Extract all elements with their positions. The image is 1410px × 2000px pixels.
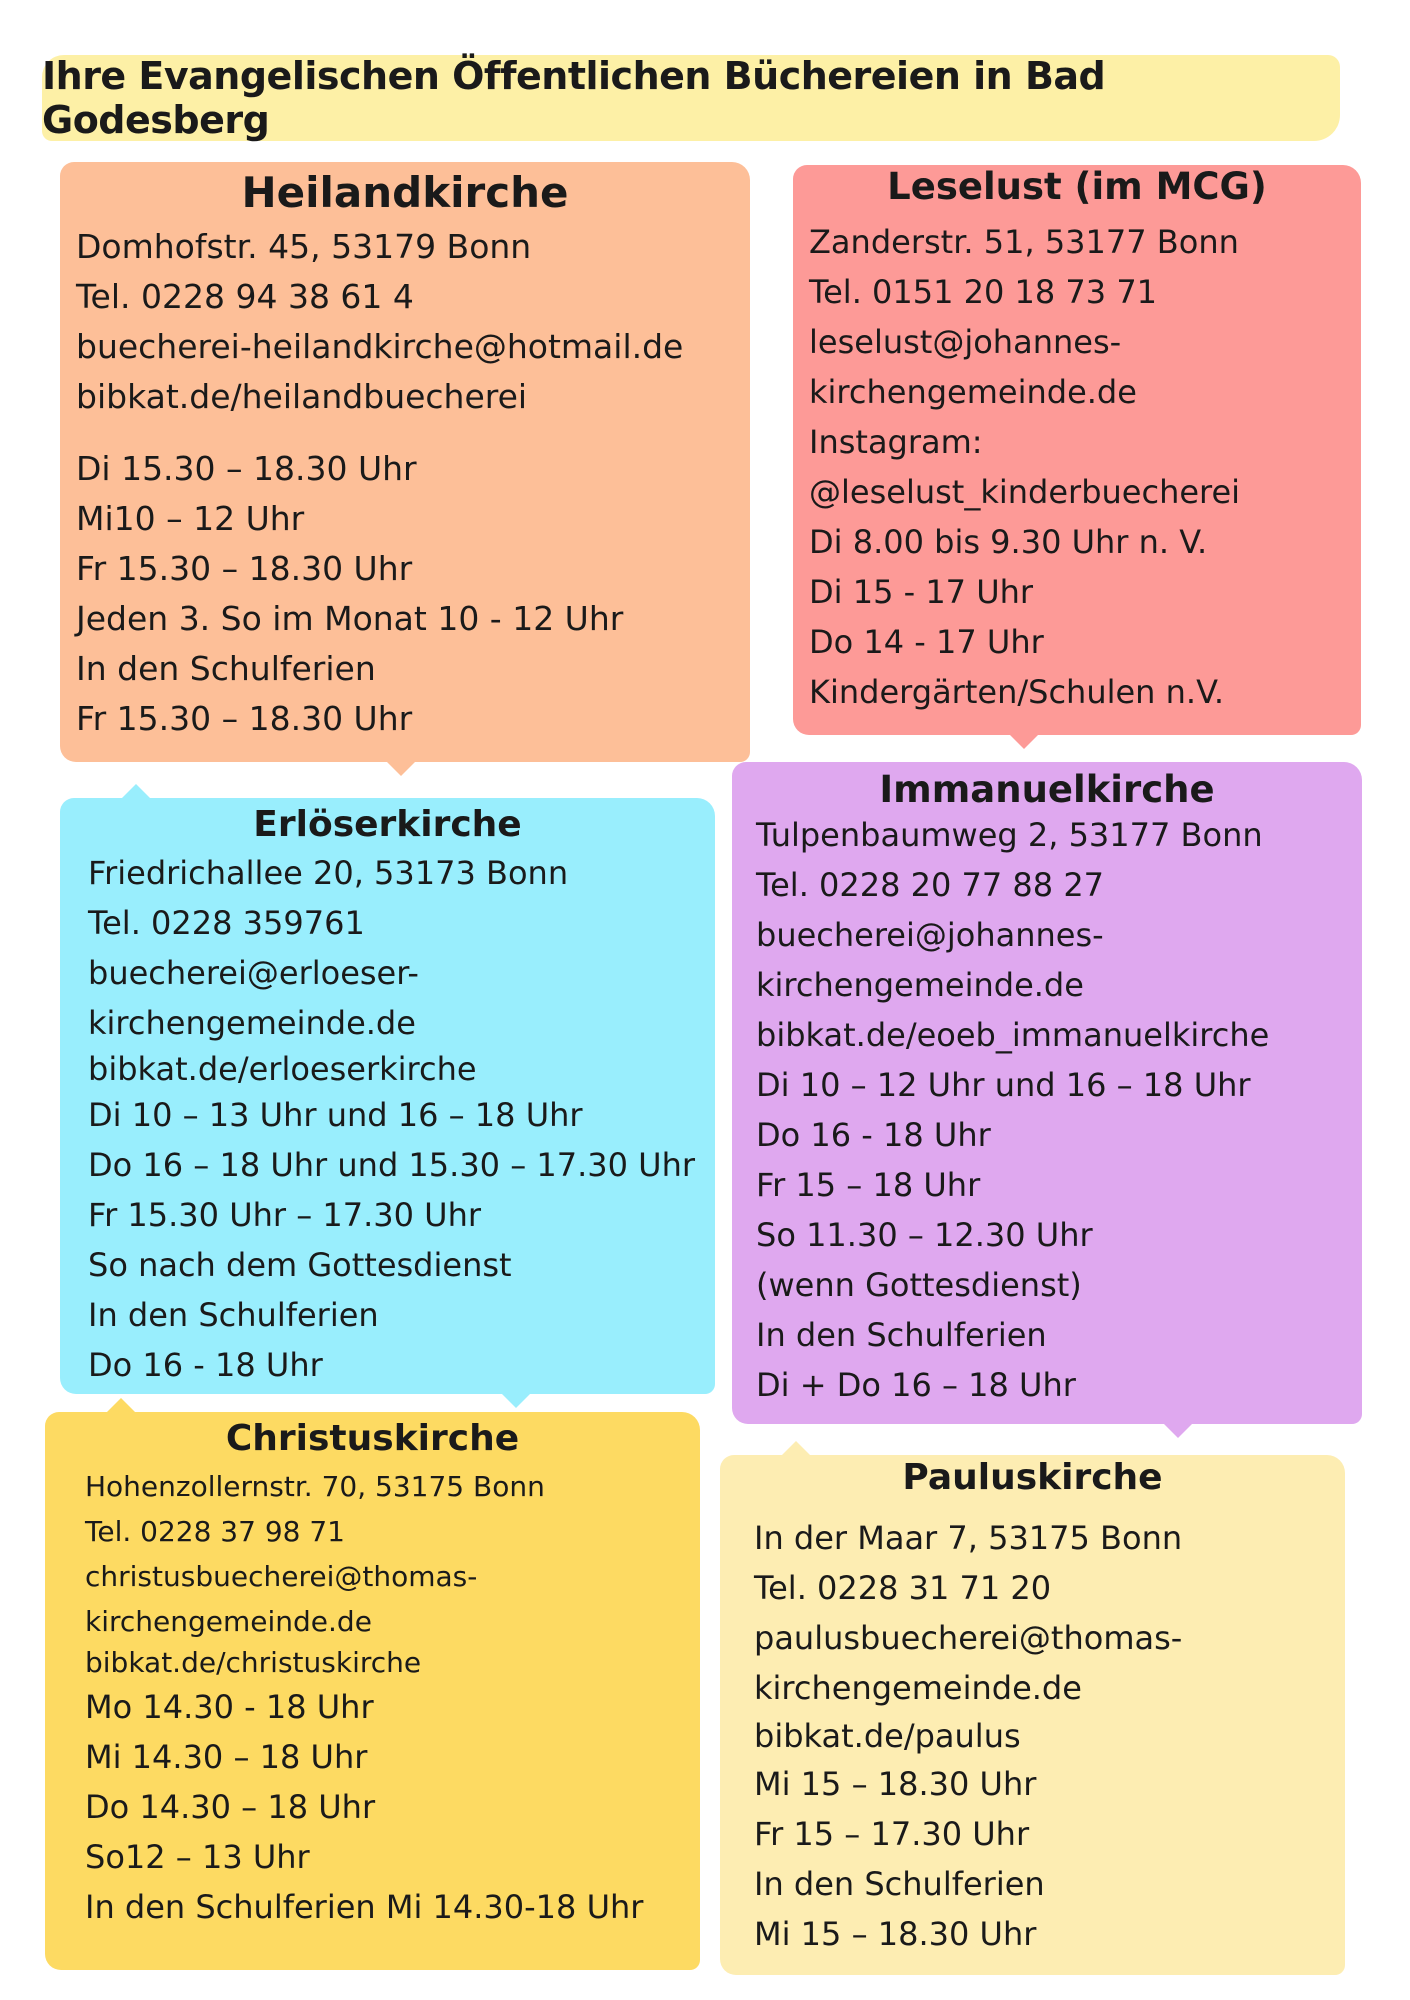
hours-line: So12 – 13 Uhr bbox=[85, 1838, 310, 1876]
hours-line: So 11.30 – 12.30 Uhr bbox=[756, 1216, 1093, 1254]
library-name: Erlöserkirche bbox=[253, 804, 522, 845]
hours-line: In den Schulferien bbox=[756, 1316, 1047, 1354]
library-card-christuskirche bbox=[45, 1412, 700, 1970]
hours-line: Mi 15 – 18.30 Uhr bbox=[754, 1765, 1037, 1803]
hours-line: Di + Do 16 – 18 Uhr bbox=[756, 1366, 1076, 1404]
phone: Tel. 0228 359761 bbox=[88, 904, 365, 942]
title-banner bbox=[42, 55, 1340, 141]
email: paulusbuecherei@thomas- bbox=[754, 1619, 1183, 1657]
hours-line: Fr 15.30 – 18.30 Uhr bbox=[76, 549, 413, 588]
hours-line: In den Schulferien bbox=[754, 1865, 1045, 1903]
hours-line: Do 14.30 – 18 Uhr bbox=[85, 1788, 376, 1826]
phone: Tel. 0151 20 18 73 71 bbox=[809, 273, 1158, 311]
email: kirchengemeinde.de bbox=[88, 1004, 416, 1042]
email: kirchengemeinde.de bbox=[809, 373, 1137, 411]
email: kirchengemeinde.de bbox=[756, 966, 1084, 1004]
hours-line: Do 16 - 18 Uhr bbox=[88, 1346, 323, 1384]
library-name: Heilandkirche bbox=[241, 168, 569, 217]
email: kirchengemeinde.de bbox=[754, 1669, 1082, 1707]
speech-tail bbox=[500, 1392, 532, 1408]
address: Zanderstr. 51, 53177 Bonn bbox=[809, 223, 1239, 261]
phone: Tel. 0228 31 71 20 bbox=[754, 1569, 1052, 1607]
email: buecherei@erloeser- bbox=[88, 954, 419, 992]
address: Domhofstr. 45, 53179 Bonn bbox=[76, 227, 532, 266]
speech-tail bbox=[780, 1441, 812, 1457]
hours-line: In den Schulferien Mi 14.30-18 Uhr bbox=[85, 1888, 644, 1926]
website: bibkat.de/erloeserkirche bbox=[88, 1050, 477, 1088]
hours-line: Di 15 - 17 Uhr bbox=[809, 573, 1034, 611]
website: bibkat.de/christuskirche bbox=[85, 1646, 422, 1679]
hours-line: So nach dem Gottesdienst bbox=[88, 1246, 512, 1284]
speech-tail bbox=[1162, 1422, 1194, 1438]
hours-line: Do 14 - 17 Uhr bbox=[809, 623, 1044, 661]
library-card-leselust bbox=[793, 165, 1361, 735]
speech-tail bbox=[1008, 733, 1040, 749]
email: kirchengemeinde.de bbox=[85, 1605, 372, 1638]
hours-line: Di 10 – 13 Uhr und 16 – 18 Uhr bbox=[88, 1096, 583, 1134]
email: leselust@johannes- bbox=[809, 323, 1122, 361]
library-name: Christuskirche bbox=[225, 1418, 520, 1459]
speech-tail bbox=[120, 784, 152, 800]
hours-line: In den Schulferien bbox=[88, 1296, 379, 1334]
hours-line: Do 16 - 18 Uhr bbox=[756, 1116, 991, 1154]
hours-line: Do 16 – 18 Uhr und 15.30 – 17.30 Uhr bbox=[88, 1146, 696, 1184]
speech-tail bbox=[385, 760, 417, 776]
phone: Tel. 0228 94 38 61 4 bbox=[76, 277, 414, 316]
address: Friedrichallee 20, 53173 Bonn bbox=[88, 854, 569, 892]
hours-line: Di 10 – 12 Uhr und 16 – 18 Uhr bbox=[756, 1066, 1251, 1104]
website: bibkat.de/paulus bbox=[754, 1717, 1021, 1755]
library-card-immanuelkirche bbox=[732, 762, 1362, 1424]
speech-tail bbox=[105, 1398, 137, 1414]
hours-line: Di 8.00 bis 9.30 Uhr n. V. bbox=[809, 523, 1208, 561]
hours-line: Mo 14.30 - 18 Uhr bbox=[85, 1688, 374, 1726]
hours-line: Jeden 3. So im Monat 10 - 12 Uhr bbox=[76, 599, 624, 638]
instagram-label: Instagram: bbox=[809, 423, 983, 461]
website: bibkat.de/heilandbuecherei bbox=[76, 377, 528, 416]
page-title: Ihre Evangelischen Öffentlichen Büchereien in Bad Godesberg bbox=[42, 54, 1106, 142]
hours-line: Mi 15 – 18.30 Uhr bbox=[754, 1915, 1037, 1953]
website: bibkat.de/eoeb_immanuelkirche bbox=[756, 1016, 1270, 1054]
library-name: Immanuelkirche bbox=[879, 768, 1215, 811]
phone: Tel. 0228 37 98 71 bbox=[85, 1515, 345, 1548]
phone: Tel. 0228 20 77 88 27 bbox=[756, 866, 1105, 904]
email: buecherei-heilandkirche@hotmail.de bbox=[76, 327, 684, 366]
library-name: Leselust (im MCG) bbox=[887, 165, 1267, 208]
library-card-erloeserkirche bbox=[60, 798, 715, 1394]
instagram-handle: @leselust_kinderbuecherei bbox=[809, 473, 1241, 511]
hours-line: Di 15.30 – 18.30 Uhr bbox=[76, 449, 417, 488]
hours-line: (wenn Gottesdienst) bbox=[756, 1266, 1082, 1304]
hours-line: Mi10 – 12 Uhr bbox=[76, 499, 305, 538]
address: Tulpenbaumweg 2, 53177 Bonn bbox=[756, 816, 1263, 854]
library-card-pauluskirche bbox=[720, 1455, 1345, 1975]
hours-line: Kindergärten/Schulen n.V. bbox=[809, 673, 1225, 711]
hours-line: Fr 15 – 18 Uhr bbox=[756, 1166, 981, 1204]
email: christusbuecherei@thomas- bbox=[85, 1560, 478, 1593]
address: In der Maar 7, 53175 Bonn bbox=[754, 1519, 1183, 1557]
hours-line: Fr 15.30 – 18.30 Uhr bbox=[76, 699, 413, 738]
address: Hohenzollernstr. 70, 53175 Bonn bbox=[85, 1470, 545, 1503]
email: buecherei@johannes- bbox=[756, 916, 1104, 954]
hours-line: Fr 15 – 17.30 Uhr bbox=[754, 1815, 1030, 1853]
hours-line: Mi 14.30 – 18 Uhr bbox=[85, 1738, 368, 1776]
hours-line: In den Schulferien bbox=[76, 649, 376, 688]
library-card-heilandkirche bbox=[60, 162, 750, 762]
hours-line: Fr 15.30 Uhr – 17.30 Uhr bbox=[88, 1196, 482, 1234]
library-name: Pauluskirche bbox=[902, 1457, 1163, 1498]
